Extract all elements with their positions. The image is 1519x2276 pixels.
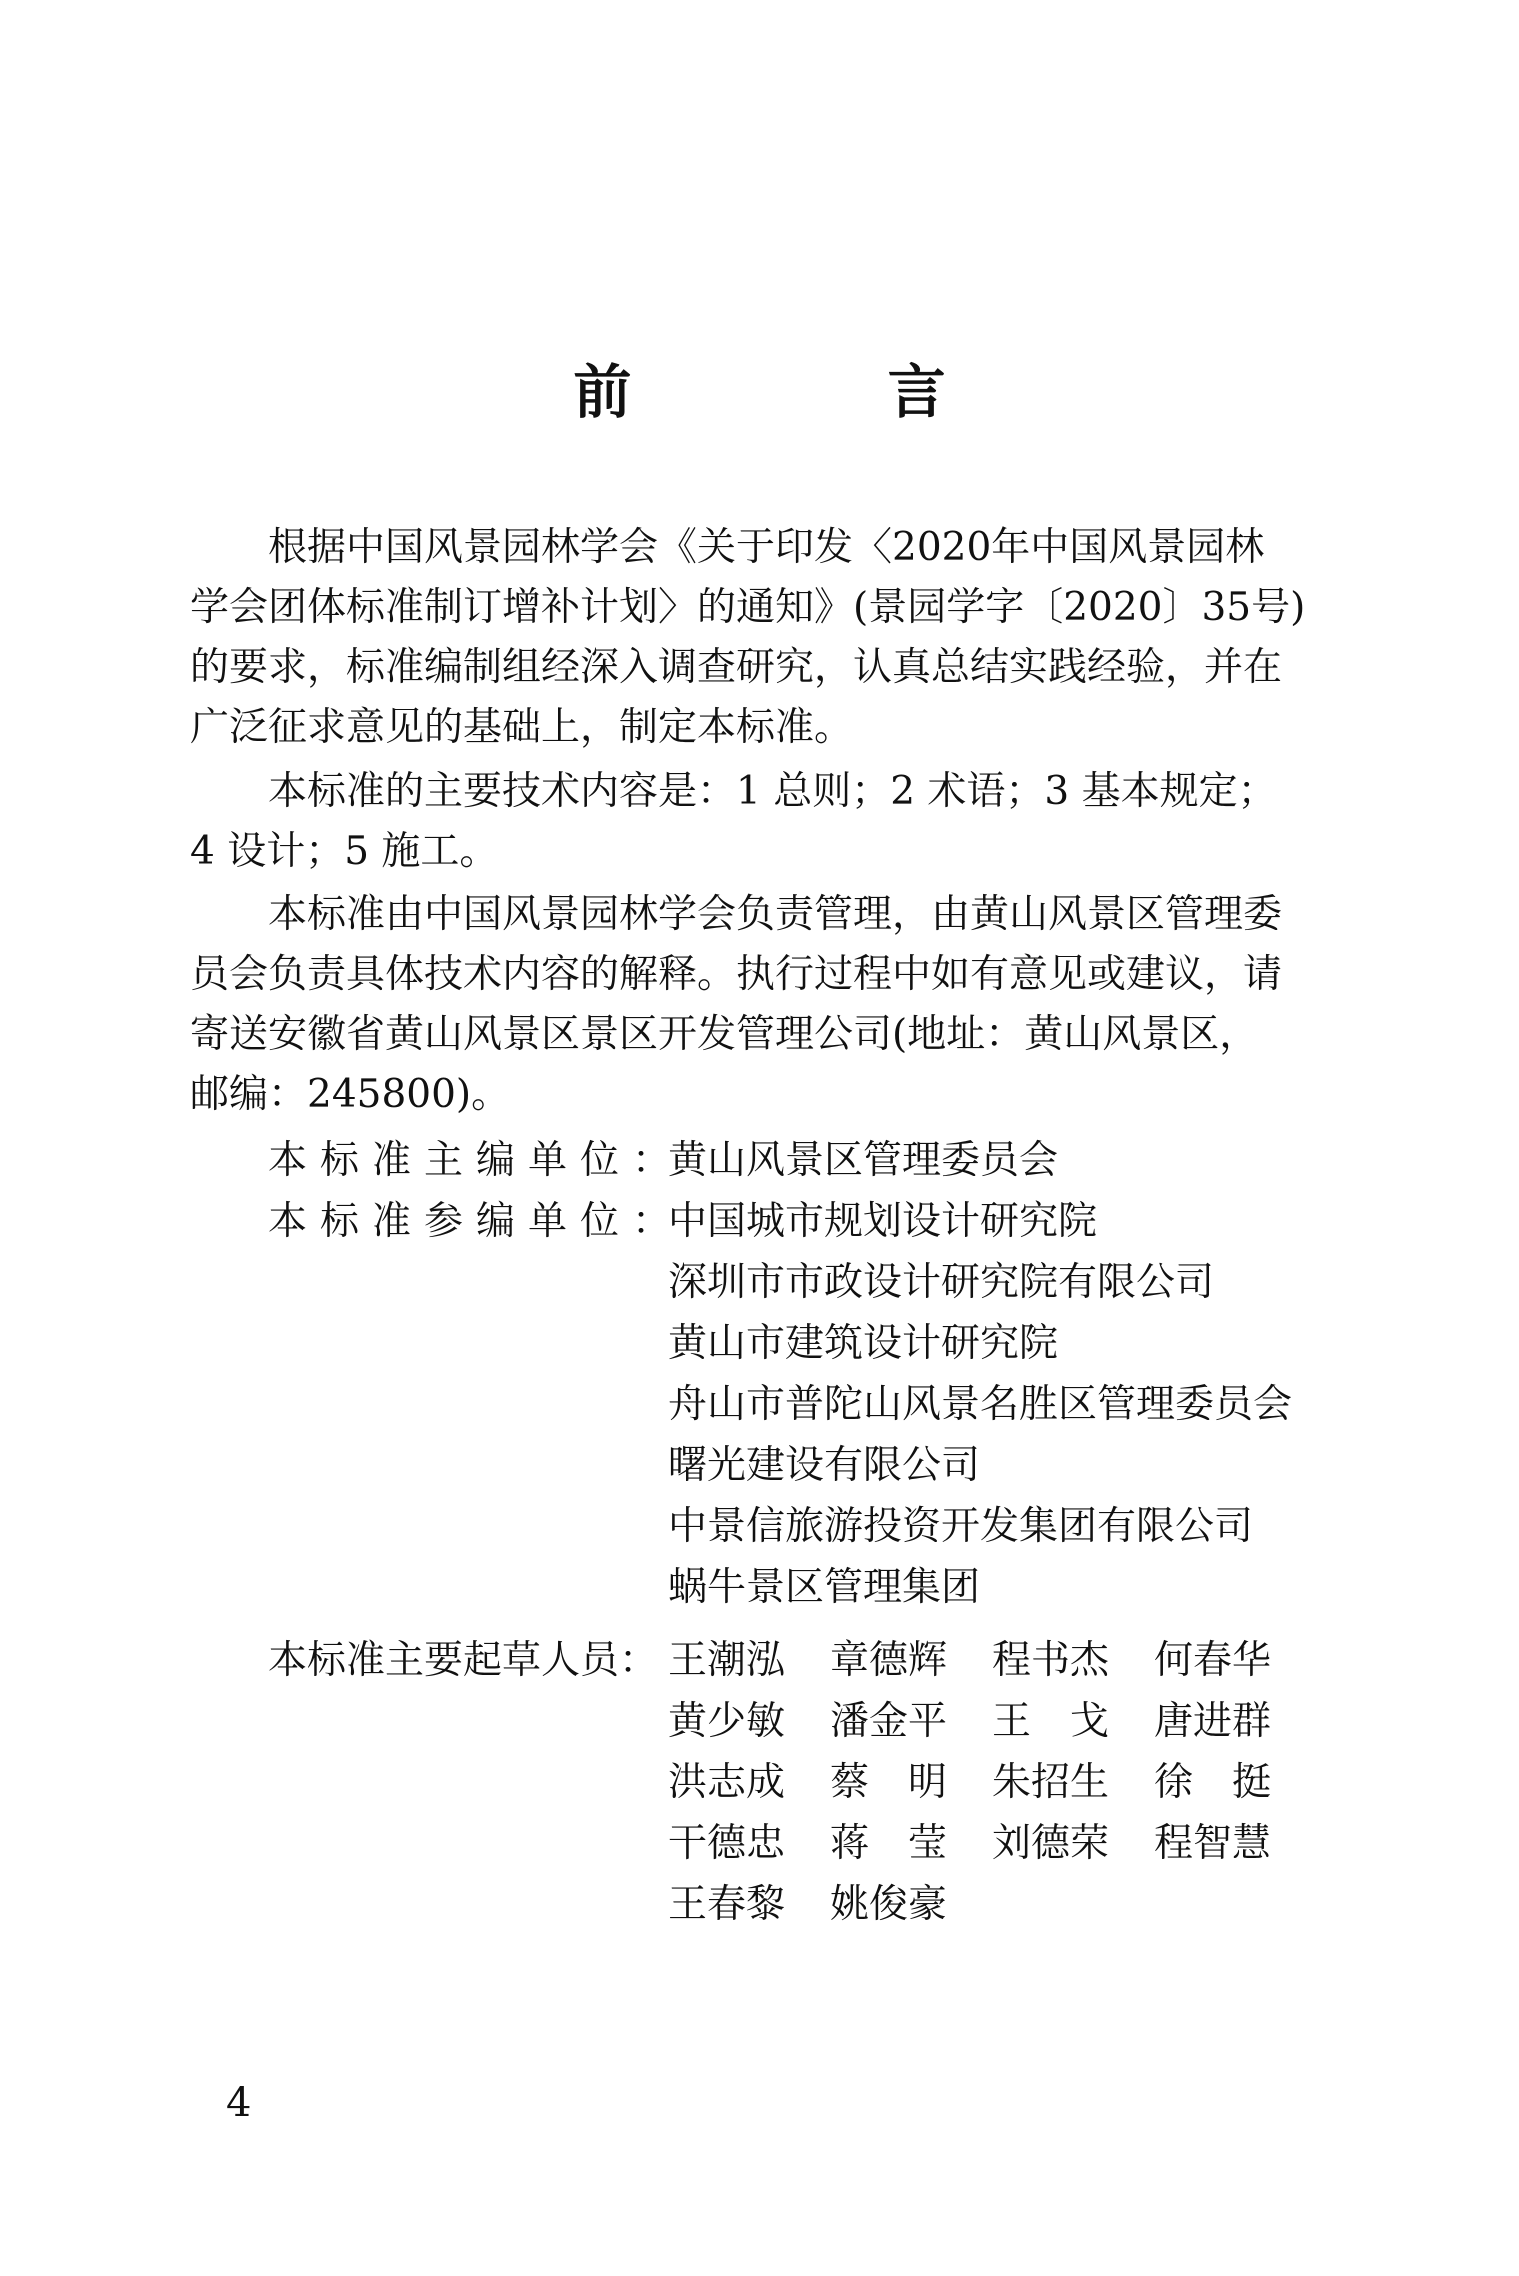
drafter-name: 蔡 明 (830, 1760, 948, 1805)
chief-unit-value (668, 1130, 1058, 1191)
participating-units-list (668, 1191, 1292, 1618)
chief-unit-label: 本标准主编单位： (268, 1138, 685, 1183)
drafter-name: 程书杰 (992, 1638, 1110, 1683)
paragraph-line: 员会负责具体技术内容的解释。执行过程中如有意见或建议，请 (190, 952, 1283, 997)
unit-item: 中景信旅游投资开发集团有限公司 (668, 1504, 1254, 1549)
drafter-name: 干德忠 (668, 1821, 786, 1866)
drafter-name: 王潮泓 (668, 1638, 786, 1683)
paragraph-line: 邮编：245800)。 (190, 1072, 511, 1117)
drafter-row (668, 1691, 1316, 1752)
drafter-name: 王 戈 (992, 1699, 1110, 1744)
paragraph-line: 寄送安徽省黄山风景区景区开发管理公司(地址：黄山风景区， (190, 1012, 1259, 1057)
drafter-name: 潘金平 (830, 1699, 948, 1744)
drafter-name: 王春黎 (668, 1882, 786, 1927)
paragraph-contents (190, 762, 1330, 882)
paragraph-line: 学会团体标准制订增补计划〉的通知》(景园学字〔2020〕35号) (190, 585, 1306, 630)
unit-item: 中国城市规划设计研究院 (668, 1199, 1098, 1244)
drafters-grid (668, 1630, 1316, 1935)
drafter-name: 朱招生 (992, 1760, 1110, 1805)
drafter-name: 徐 挺 (1154, 1760, 1272, 1805)
paragraph-line: 4 设计；5 施工。 (190, 829, 499, 874)
page-number: 4 (226, 2080, 252, 2126)
participating-units-label: 本标准参编单位： (268, 1199, 685, 1244)
unit-item: 蜗牛景区管理集团 (668, 1565, 981, 1610)
drafter-row (668, 1874, 1316, 1935)
paragraph-line: 广泛征求意见的基础上，制定本标准。 (190, 705, 854, 750)
unit-item: 深圳市市政设计研究院有限公司 (668, 1260, 1215, 1305)
unit-item: 舟山市普陀山风景名胜区管理委员会 (668, 1382, 1293, 1427)
paragraph-basis (190, 518, 1330, 758)
drafter-name: 程智慧 (1154, 1821, 1272, 1866)
chief-unit-name: 黄山风景区管理委员会 (668, 1138, 1059, 1183)
drafter-row (668, 1630, 1316, 1691)
drafter-row (668, 1813, 1316, 1874)
drafters-label: 本标准主要起草人员： (268, 1638, 659, 1683)
paragraph-management (190, 885, 1330, 1125)
drafter-name: 姚俊豪 (830, 1882, 948, 1927)
drafter-row (668, 1752, 1316, 1813)
drafter-name: 蒋 莹 (830, 1821, 948, 1866)
paragraph-line: 本标准的主要技术内容是：1 总则；2 术语；3 基本规定； (268, 769, 1277, 814)
drafter-name: 何春华 (1154, 1638, 1272, 1683)
unit-item: 黄山市建筑设计研究院 (668, 1321, 1059, 1366)
paragraph-line: 的要求，标准编制组经深入调查研究，认真总结实践经验，并在 (190, 645, 1283, 690)
paragraph-line: 本标准由中国风景园林学会负责管理，由黄山风景区管理委 (268, 892, 1283, 937)
drafter-name: 洪志成 (668, 1760, 786, 1805)
page-title: 前 言 (573, 358, 1064, 426)
drafter-name: 刘德荣 (992, 1821, 1110, 1866)
drafter-name: 章德辉 (830, 1638, 948, 1683)
drafter-name: 黄少敏 (668, 1699, 786, 1744)
unit-item: 曙光建设有限公司 (668, 1443, 981, 1488)
drafter-name: 唐进群 (1154, 1699, 1272, 1744)
paragraph-line: 根据中国风景园林学会《关于印发〈2020年中国风景园林 (268, 525, 1265, 570)
